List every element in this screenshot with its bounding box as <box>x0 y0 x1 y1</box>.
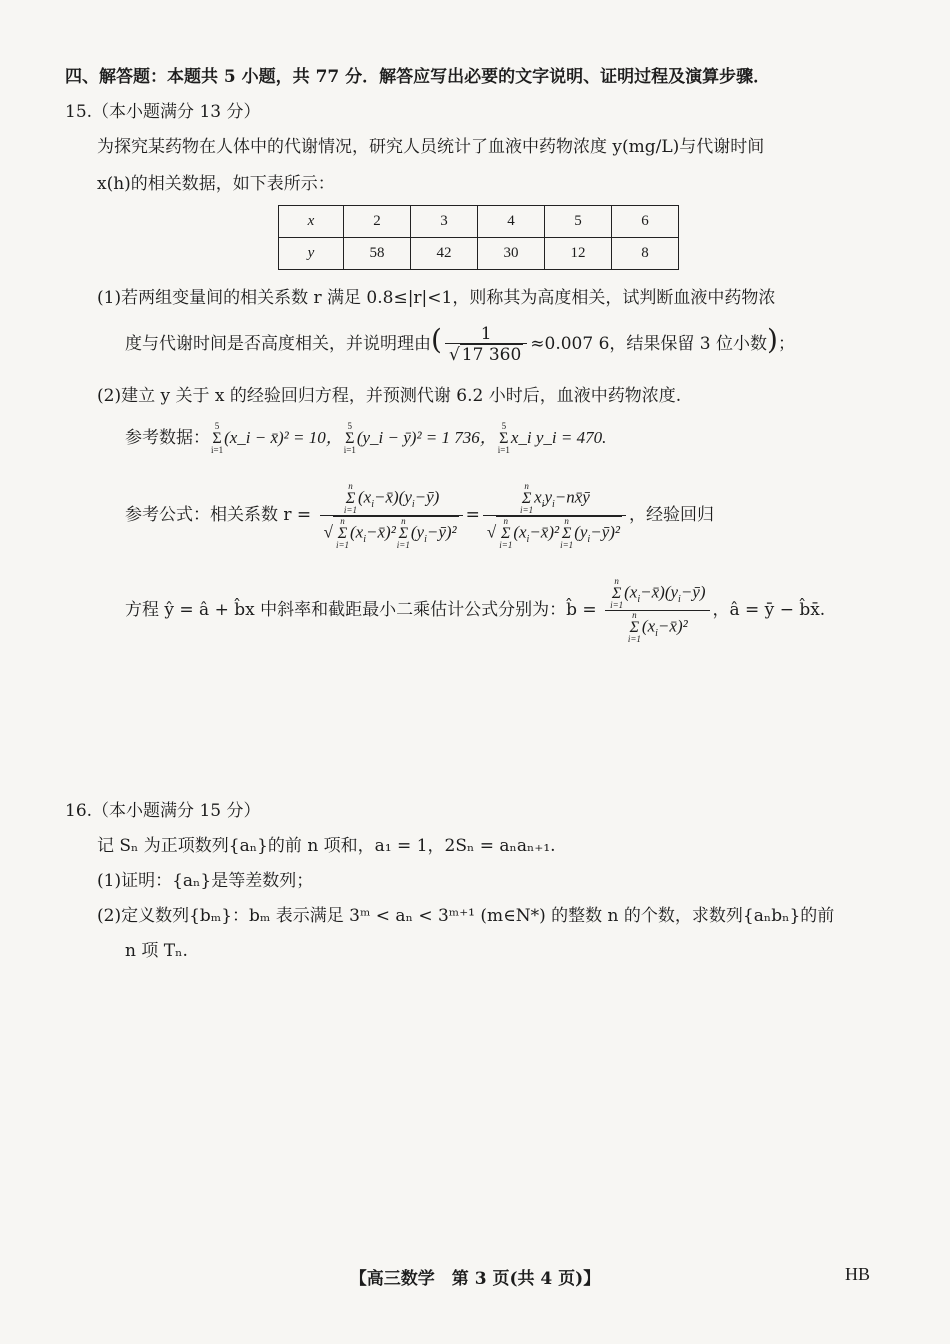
slope-fraction: n Σ $i=1(x_i-x̄)(y_i-ȳ)$ n Σ $i=1(x_i-x̄)^2$ <box>605 577 709 644</box>
q15-part1-text-a: 度与代谢时间是否高度相关，并说明理由 <box>125 334 431 354</box>
table-cell: 8 <box>612 238 679 270</box>
table-row-x <box>279 206 679 238</box>
regression-text-b: ，â = ȳ − b̂x̄. <box>712 600 826 620</box>
section-heading: 四、解答题：本题共 5 小题，共 77 分．解答应写出必要的文字说明、证明过程及演算步骤． <box>65 67 771 87</box>
ref-formula-label: 参考公式：相关系数 r = <box>125 505 312 525</box>
q16-part2-line2: n 项 Tₙ. <box>125 941 188 961</box>
q16-header: 16.（本小题满分 15 分） <box>65 801 261 821</box>
sigma-symbol: 5 Σ i=1 <box>343 421 356 455</box>
table-cell: 58 <box>344 238 411 270</box>
q15-part1-text-b: ≈0.007 6，结果保留 3 位小数 <box>530 334 768 354</box>
q16-part2-line1: (2)定义数列{bₘ}：bₘ 表示满足 3ᵐ < aₙ < 3ᵐ⁺¹ (m∈N*) 的整数 n 的个数，求数列{aₙbₙ}的前 <box>97 906 835 926</box>
table-header-x: x <box>279 206 344 238</box>
sigma-symbol: 5 Σ i=1 <box>211 421 224 455</box>
table-cell: 5 <box>545 206 612 238</box>
ref-data-1: (x_i − x̄)² = 10， <box>224 428 343 447</box>
q15-part2: (2)建立 y 关于 x 的经验回归方程，并预测代谢 6.2 小时后，血液中药物浓度. <box>97 386 682 406</box>
page-footer: 【高三数学 第 3 页(共 4 页)】 <box>349 1269 601 1289</box>
table-cell: 4 <box>478 206 545 238</box>
q15-part1-line2: 度与代谢时间是否高度相关，并说明理由( $\frac{1}{√ 17 360}$ ≈0.007 6，结果保留 3 位小数)； <box>125 323 795 365</box>
ref-data-2: (y_i − ȳ)² = 1 736， <box>356 428 497 447</box>
q15-regression-formula <box>125 570 825 650</box>
ref-data-label: 参考数据： <box>125 428 210 448</box>
correlation-fraction-1: n Σ $i=1(x_i-x̄)(y_i-ȳ)$ √n Σ $i=1(x_i-x̄)^2n$ Σ $i=1(y_i-ȳ)^2$ <box>320 482 463 550</box>
table-header-y: y <box>279 238 344 270</box>
fraction-numerator: 1 <box>445 325 527 344</box>
sigma-symbol: 5 Σ i=1 <box>497 421 510 455</box>
table-cell: 3 <box>411 206 478 238</box>
fraction-denominator: √ 17 360 <box>448 344 522 365</box>
regression-text-a: 方程 ŷ = â + b̂x 中斜率和截距最小二乘估计公式分别为：b̂ = <box>125 600 597 620</box>
q15-reference-data <box>125 420 606 456</box>
table-cell: 6 <box>612 206 679 238</box>
q15-intro-line2: x(h)的相关数据，如下表所示： <box>97 174 335 194</box>
table-cell: 2 <box>344 206 411 238</box>
q15-intro-line1: 为探究某药物在人体中的代谢情况，研究人员统计了血液中药物浓度 y(mg/L)与代谢时间 <box>97 137 765 157</box>
table-cell: 42 <box>411 238 478 270</box>
footer-code: HB <box>845 1264 871 1284</box>
data-table <box>278 205 679 270</box>
table-row-y <box>279 238 679 270</box>
table-cell: 30 <box>478 238 545 270</box>
q15-reference-formula: 参考公式：相关系数 r = n Σ $i=1(x_i-x̄)(y_i-ȳ)$ √n Σ $i=1(x_i-x̄)^2n$ Σ $i=1(y_i-ȳ)^2$ = n Σ $i=1x_iy_i-nx̄ȳ$ √n Σ $i=1(x_i-x̄)^2n$ Σ $i=1(y_i-ȳ)^2$ ，经验回归 <box>125 480 714 550</box>
q16-intro: 记 Sₙ 为正项数列{aₙ}的前 n 项和，a₁ = 1，2Sₙ = aₙaₙ₊₁. <box>97 836 556 856</box>
fraction <box>445 325 527 365</box>
q15-header: 15.（本小题满分 13 分） <box>65 102 261 122</box>
table-cell: 12 <box>545 238 612 270</box>
ref-data-3: x_i y_i = 470. <box>510 428 607 447</box>
q16-part1: (1)证明：{aₙ}是等差数列； <box>97 871 314 891</box>
ref-formula-tail: ，经验回归 <box>628 505 714 525</box>
correlation-fraction-2: n Σ $i=1x_iy_i-nx̄ȳ$ √n Σ $i=1(x_i-x̄)^2n$ Σ $i=1(y_i-ȳ)^2$ <box>483 482 626 550</box>
q15-part1-line1: (1)若两组变量间的相关系数 r 满足 0.8≤|r|<1，则称其为高度相关，试判断血液中药物浓 <box>97 288 776 308</box>
